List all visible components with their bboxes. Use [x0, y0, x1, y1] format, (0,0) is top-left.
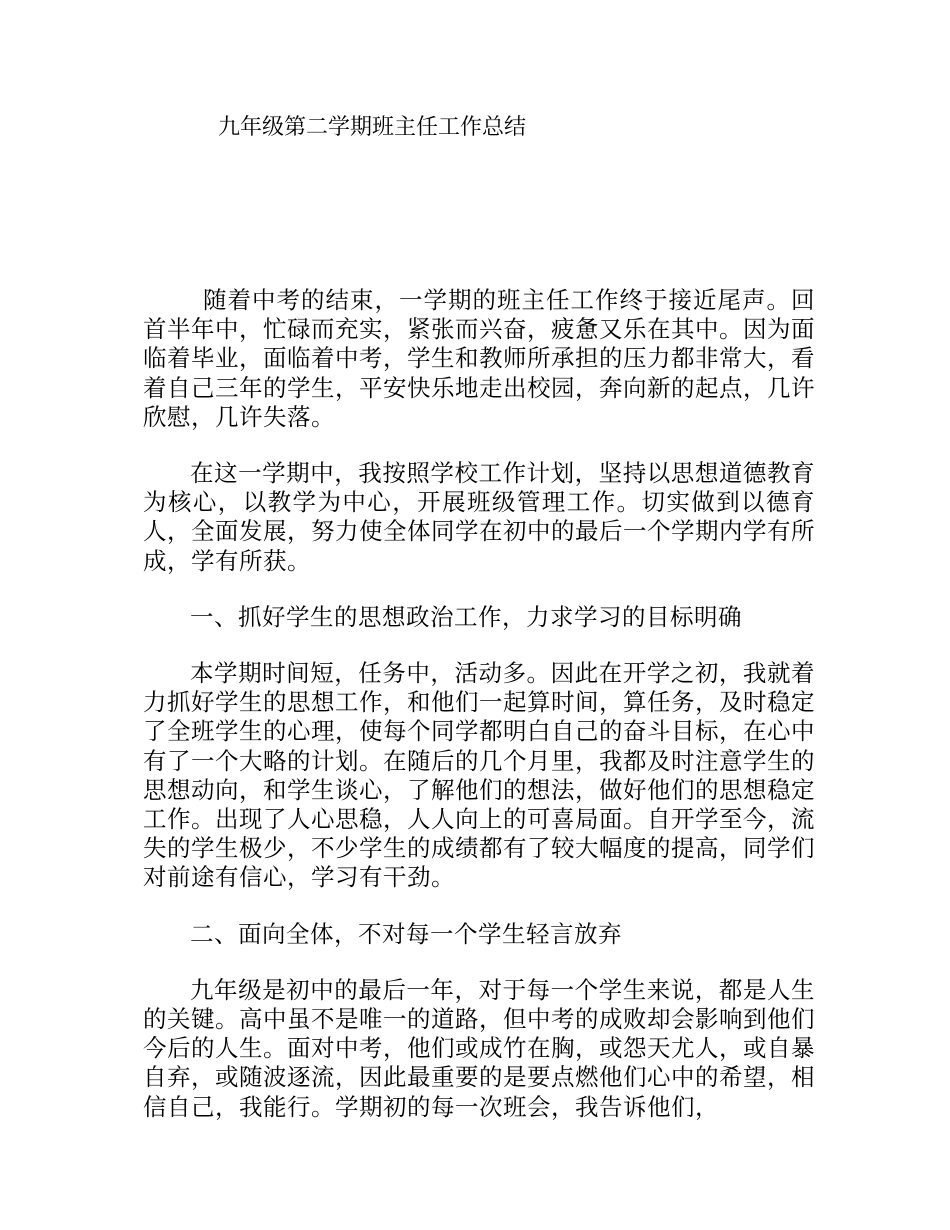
paragraph-section-1: 本学期时间短，任务中，活动多。因此在开学之初，我就着力抓好学生的思想工作，和他们一起算时间，算任务，及时稳定了全班学生的心理，使每个同学都明白自己的奋斗目标，在心中有了一个大略的计划。在随后的几个月里，我都及时注意学生的思想动向，和学生谈心，了解他们的想法，做好他们的思想稳定工作。出现了人心思稳，人人向上的可喜局面。自开学至今，流失的学生极少，不少学生的成绩都有了较大幅度的提高，同学们对前途有信心，学习有干劲。 [143, 659, 815, 892]
paragraph-plan: 在这一学期中，我按照学校工作计划，坚持以思想道德教育为核心，以教学为中心，开展班级管理工作。切实做到以德育人，全面发展，努力使全体同学在初中的最后一个学期内学有所成，学有所获。 [143, 459, 815, 575]
section-heading-2: 二、面向全体，不对每一个学生轻言放弃 [190, 919, 622, 948]
paragraph-intro: 随着中考的结束，一学期的班主任工作终于接近尾声。回首半年中，忙碌而充实，紧张而兴奋，疲惫又乐在其中。因为面临着毕业，面临着中考，学生和教师所承担的压力都非常大，看着自己三年的学生，平安快乐地走出校园，奔向新的起点，几许欣慰，几许失落。 [143, 286, 815, 431]
section-heading-1: 一、抓好学生的思想政治工作，力求学习的目标明确 [190, 602, 742, 631]
paragraph-section-2: 九年级是初中的最后一年，对于每一个学生来说，都是人生的关键。高中虽不是唯一的道路，但中考的成败却会影响到他们今后的人生。面对中考，他们或成竹在胸，或怨天尤人，或自暴自弃，或随波逐流，因此最重要的是要点燃他们心中的希望，相信自己，我能行。学期初的每一次班会，我告诉他们， [143, 975, 815, 1121]
document-title: 九年级第二学期班主任工作总结 [218, 115, 527, 140]
document-body [143, 286, 815, 1149]
